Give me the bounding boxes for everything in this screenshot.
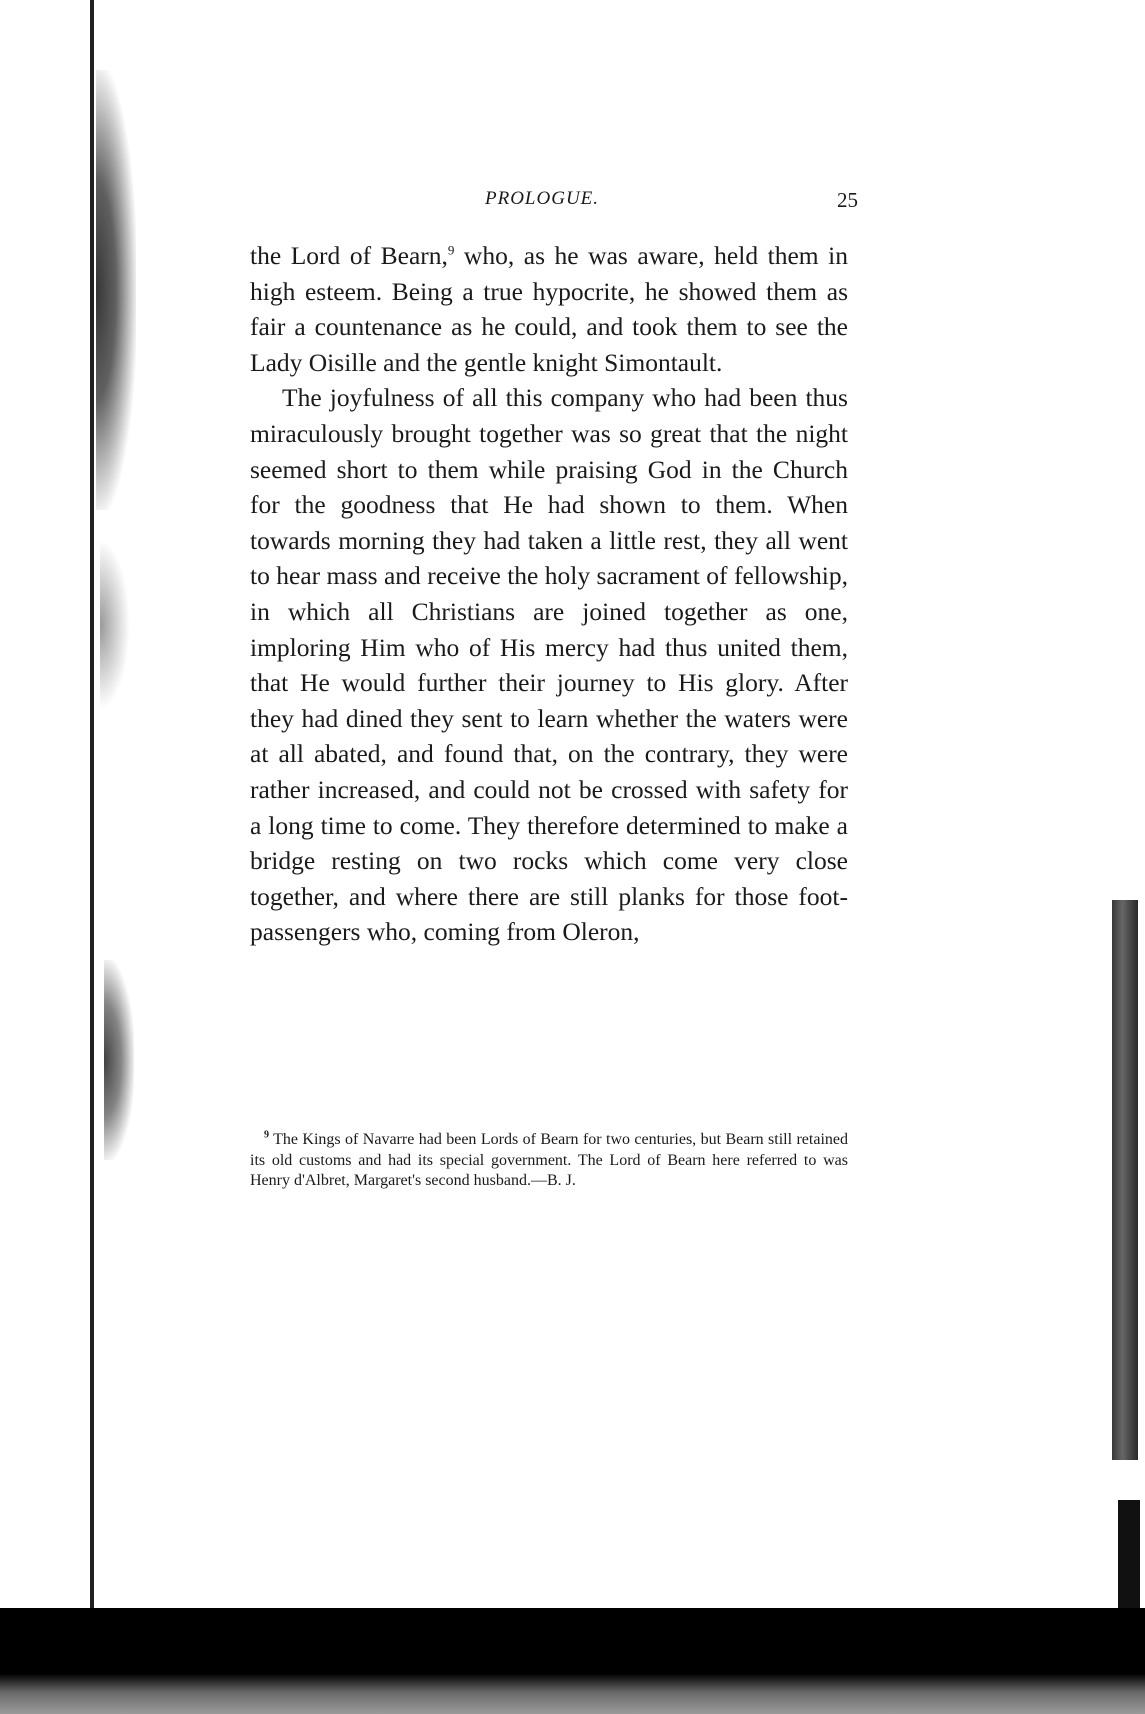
paragraph-text: the Lord of Bearn, xyxy=(250,241,448,270)
paragraph-text: who, as he was aware, held them in high esteem. Being a true hypocrite, he showed them as fair a countenance as he could, and took them to see the Lady Oisille and the gentle knight Simontault. xyxy=(250,241,848,377)
footnote-marker: 9 xyxy=(264,1129,269,1141)
footnote xyxy=(250,1130,848,1192)
running-head: PROLOGUE. xyxy=(485,188,600,209)
page-header xyxy=(250,188,860,218)
paragraph: The joyfulness of all this company who had been thus miraculously brought together was so great that the night seemed short to them while praising God in the Church for the goodness that He had shown to them. When towards morning they had taken a little rest, they all went to hear mass and receive the holy sacrament of fellowship, in which all Christians are joined together as one, imploring Him who of His mercy had thus united them, that He would further their journey to His glory. After they had dined they sent to learn whether the waters were at all abated, and found that, on the contrary, they were rather increased, and could not be crossed with safety for a long time to come. They therefore determined to make a bridge resting on two rocks which come very close together, and where there are still planks for those foot-passengers who, coming from Oleron, xyxy=(250,383,848,947)
body-text xyxy=(250,238,848,950)
scan-left-smudge xyxy=(96,70,136,510)
paragraph xyxy=(250,238,848,380)
scan-left-smudge xyxy=(100,540,130,710)
scan-bottom-edge xyxy=(0,1608,1145,1714)
scan-left-edge-shadow xyxy=(90,0,94,1610)
page-number: 25 xyxy=(837,188,858,212)
scan-right-edge-shadow xyxy=(1112,900,1138,1460)
scan-left-smudge xyxy=(104,960,134,1160)
footnote-reference: 9 xyxy=(447,242,455,258)
footnote-text: The Kings of Navarre had been Lords of Bearn for two centuries, but Bearn still retained its old customs and had its special government. The Lord of Bearn here referred to was Henry d'Albret, Margaret's second husband.—B. J. xyxy=(250,1131,848,1189)
scan-right-edge-shadow xyxy=(1118,1500,1140,1610)
